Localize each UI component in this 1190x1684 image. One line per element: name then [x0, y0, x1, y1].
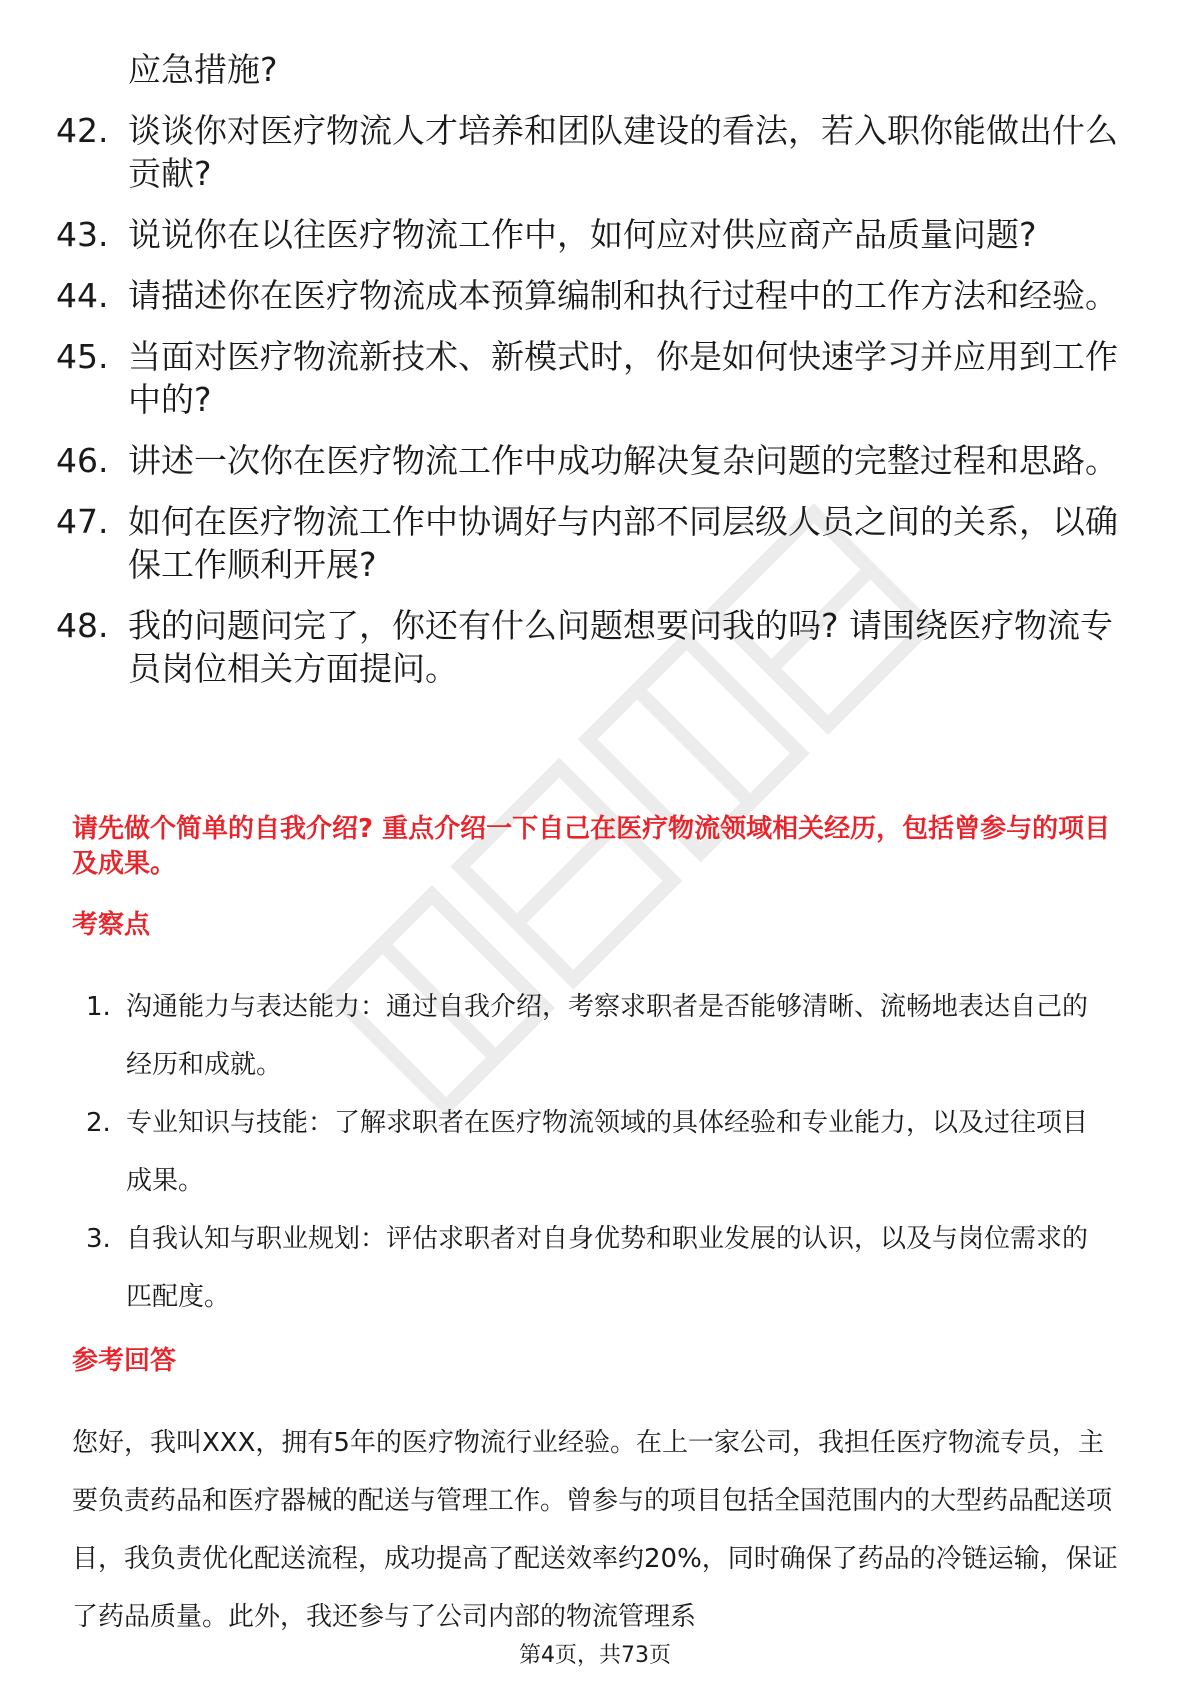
assessment-point — [0, 1094, 1190, 1210]
question-item — [0, 335, 1190, 421]
point-text: 专业知识与技能：了解求职者在医疗物流领域的具体经验和专业能力，以及过往项目成果。 — [126, 1108, 1089, 1196]
assessment-point — [0, 978, 1190, 1094]
question-item — [0, 213, 1190, 256]
question-item — [0, 109, 1190, 195]
question-text: 我的问题问完了，你还有什么问题想要问我的吗? 请围绕医疗物流专员岗位相关方面提问。 — [128, 606, 1114, 688]
question-item — [0, 439, 1190, 482]
question-item — [0, 274, 1190, 317]
assessment-point — [0, 1210, 1190, 1326]
assessment-points — [0, 978, 1190, 1326]
question-item — [0, 48, 1190, 91]
question-number: 44. — [56, 276, 109, 315]
point-number: 3. — [86, 1224, 111, 1254]
question-text: 请描述你在医疗物流成本预算编制和执行过程中的工作方法和经验。 — [128, 276, 1118, 315]
point-number: 1. — [86, 992, 111, 1022]
question-text: 应急措施? — [128, 50, 278, 89]
question-number: 48. — [56, 606, 109, 645]
question-text: 谈谈你对医疗物流人才培养和团队建设的看法，若入职你能做出什么贡献? — [128, 111, 1118, 193]
page-footer: 第4页，共73页 — [519, 1643, 671, 1668]
reference-answer: 您好，我叫XXX，拥有5年的医疗物流行业经验。在上一家公司，我担任医疗物流专员，主要负责药品和医疗器械的配送与管理工作。曾参与的项目包括全国范围内的大型药品配送项目，我负责优化配送流程，成功提高了配送效率约20%，同时确保了药品的冷链运输，保证了药品质量。此外，我还参与了公司内部的物流管理系 — [72, 1428, 1118, 1632]
point-text: 沟通能力与表达能力：通过自我介绍，考察求职者是否能够清晰、流畅地表达自己的经历和成就。 — [126, 992, 1089, 1080]
question-number: 43. — [56, 215, 109, 254]
point-text: 自我认知与职业规划：评估求职者对自身优势和职业发展的认识，以及与岗位需求的匹配度。 — [126, 1224, 1089, 1312]
question-number: 42. — [56, 111, 109, 150]
point-number: 2. — [86, 1108, 111, 1138]
question-number: 45. — [56, 337, 109, 376]
question-list — [0, 48, 1190, 708]
question-item — [0, 604, 1190, 690]
question-text: 讲述一次你在医疗物流工作中成功解决复杂问题的完整过程和思路。 — [128, 441, 1118, 480]
question-number: 46. — [56, 441, 109, 480]
question-text: 当面对医疗物流新技术、新模式时，你是如何快速学习并应用到工作中的? — [128, 337, 1118, 419]
reference-label: 参考回答 — [72, 1346, 177, 1376]
question-item — [0, 500, 1190, 586]
question-number: 47. — [56, 502, 109, 541]
intro-question-heading: 请先做个简单的自我介绍? 重点介绍一下自己在医疗物流领域相关经历，包括曾参与的项目及成果。 — [72, 814, 1111, 879]
question-text: 说说你在以往医疗物流工作中，如何应对供应商产品质量问题? — [128, 215, 1037, 254]
assessment-label: 考察点 — [72, 910, 151, 940]
question-text: 如何在医疗物流工作中协调好与内部不同层级人员之间的关系，以确保工作顺利开展? — [128, 502, 1118, 584]
